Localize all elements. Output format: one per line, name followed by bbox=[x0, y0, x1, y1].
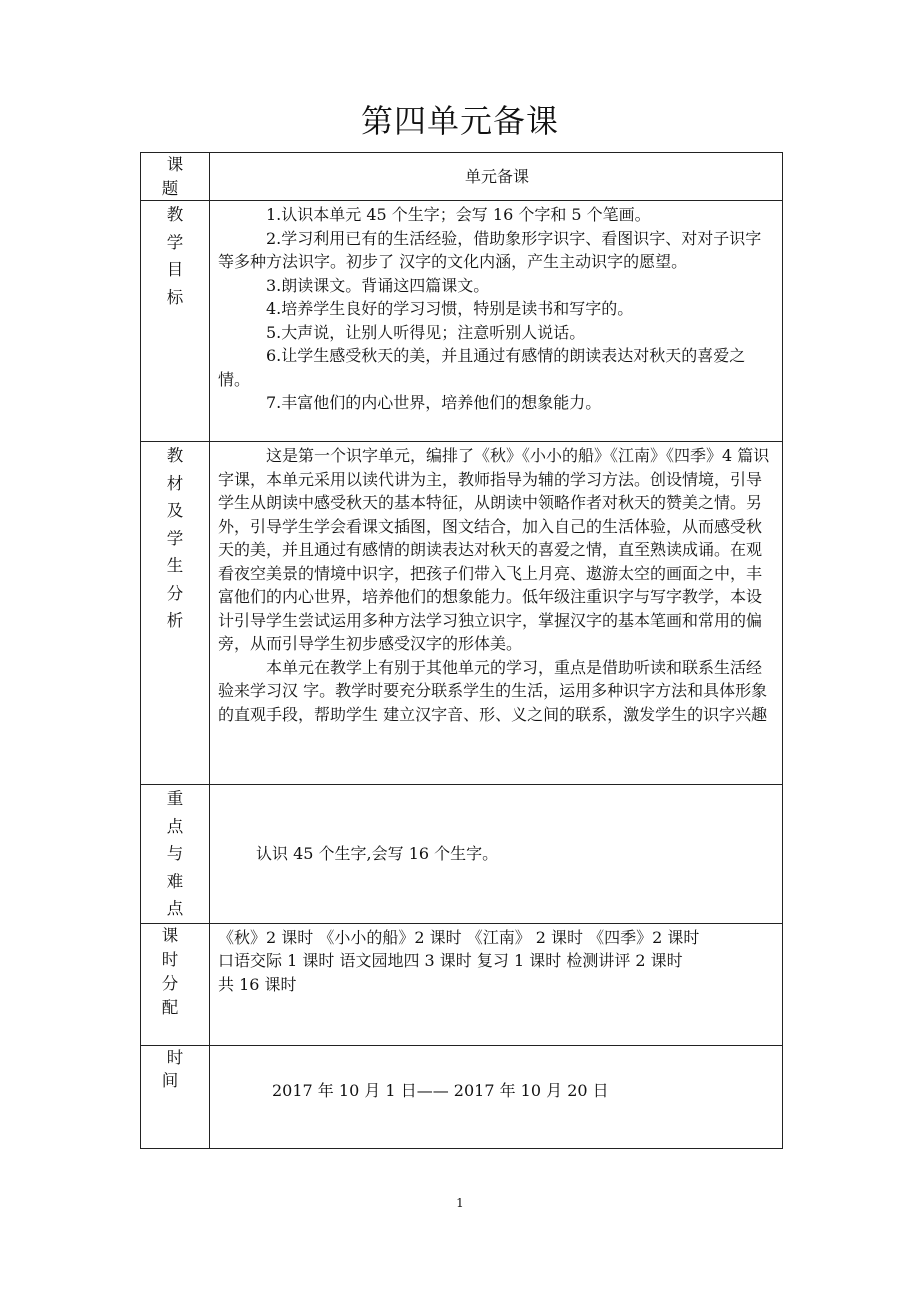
table-row-topic bbox=[141, 153, 783, 201]
schedule-line: 共 16 课时 bbox=[218, 974, 297, 994]
label-time: 时 间 bbox=[141, 1045, 210, 1148]
table-row-goals bbox=[141, 201, 783, 442]
table-row-analysis bbox=[141, 442, 783, 785]
schedule-line: 口语交际 1 课时 语文园地四 3 课时 复习 1 课时 检测讲评 2 课时 bbox=[218, 951, 683, 970]
table-row-key-points bbox=[141, 785, 783, 924]
goal-item: 2.学习利用已有的生活经验，借助象形字识字、看图识字、对对子识字等多种方法识字。初步了 汉字的文化内涵，产生主动识字的愿望。 bbox=[218, 228, 762, 271]
label-key-points: 重点与难点 bbox=[141, 785, 210, 924]
analysis-paragraph: 本单元在教学上有别于其他单元的学习，重点是借助听读和联系生活经验来学习汉 字。教学时要充分联系学生的生活，运用多种识字方法和具体形象的直观手段，帮助学生 建立汉字音、形、义之间的联系，激发学生的识字兴趣 bbox=[218, 657, 768, 724]
value-time: 2017 年 10 月 1 日—— 2017 年 10 月 20 日 bbox=[210, 1045, 783, 1148]
schedule-line: 《秋》2 课时 《小小的船》2 课时 《江南》 2 课时 《四季》2 课时 bbox=[218, 927, 700, 947]
table-row-time bbox=[141, 1045, 783, 1148]
analysis-paragraph: 这是第一个识字单元，编排了《秋》《小小的船》《江南》《四季》4 篇识字课，本单元采用以读代讲为主，教师指导为辅的学习方法。创设情境，引导学生从朗读中感受秋天的基本特征，从朗读中领略作者对秋天的赞美之情。另外，引导学生学会看课文插图，图文结合，加入自己的生活体验，从而感受秋天的美，并且通过有感情的朗读表达对秋天的喜爱之情，直至熟读成诵。在观看夜空美景的情境中识字，把孩子们带入飞上月亮、遨游太空的画面之中，丰富他们的内心世界，培养他们的想象能力。低年级注重识字与写字教学，本设计引导学生尝试运用多种方法学习独立识字，掌握汉字的基本笔画和常用的偏旁，从而引导学生初步感受汉字的形体美。 bbox=[218, 446, 770, 653]
goal-item: 6.让学生感受秋天的美，并且通过有感情的朗读表达对秋天的喜爱之情。 bbox=[218, 346, 746, 389]
value-goals bbox=[210, 201, 783, 442]
page-title: 第四单元备课 bbox=[360, 102, 559, 140]
label-topic: 课 题 bbox=[141, 153, 210, 201]
lesson-plan-table bbox=[140, 152, 783, 1149]
goal-item: 7.丰富他们的内心世界，培养他们的想象能力。 bbox=[266, 393, 602, 412]
value-schedule bbox=[210, 923, 783, 1045]
goal-item: 3.朗读课文。背诵这四篇课文。 bbox=[266, 275, 490, 295]
goal-item: 1.认识本单元 45 个生字；会写 16 个字和 5 个笔画。 bbox=[266, 205, 651, 224]
value-key-points: 认识 45 个生字,会写 16 个生字。 bbox=[210, 785, 783, 924]
label-analysis: 教材及学生分析 bbox=[141, 442, 210, 785]
goal-item: 5.大声说，让别人听得见；注意听别人说话。 bbox=[266, 322, 586, 342]
table-row-schedule bbox=[141, 923, 783, 1045]
value-topic: 单元备课 bbox=[210, 153, 783, 201]
page-number: 1 bbox=[456, 1196, 464, 1210]
label-schedule: 课时 分配 bbox=[141, 923, 210, 1045]
value-analysis bbox=[210, 442, 783, 785]
goal-item: 4.培养学生良好的学习习惯，特别是读书和写字的。 bbox=[266, 299, 634, 318]
label-goals: 教学目标 bbox=[141, 201, 210, 442]
